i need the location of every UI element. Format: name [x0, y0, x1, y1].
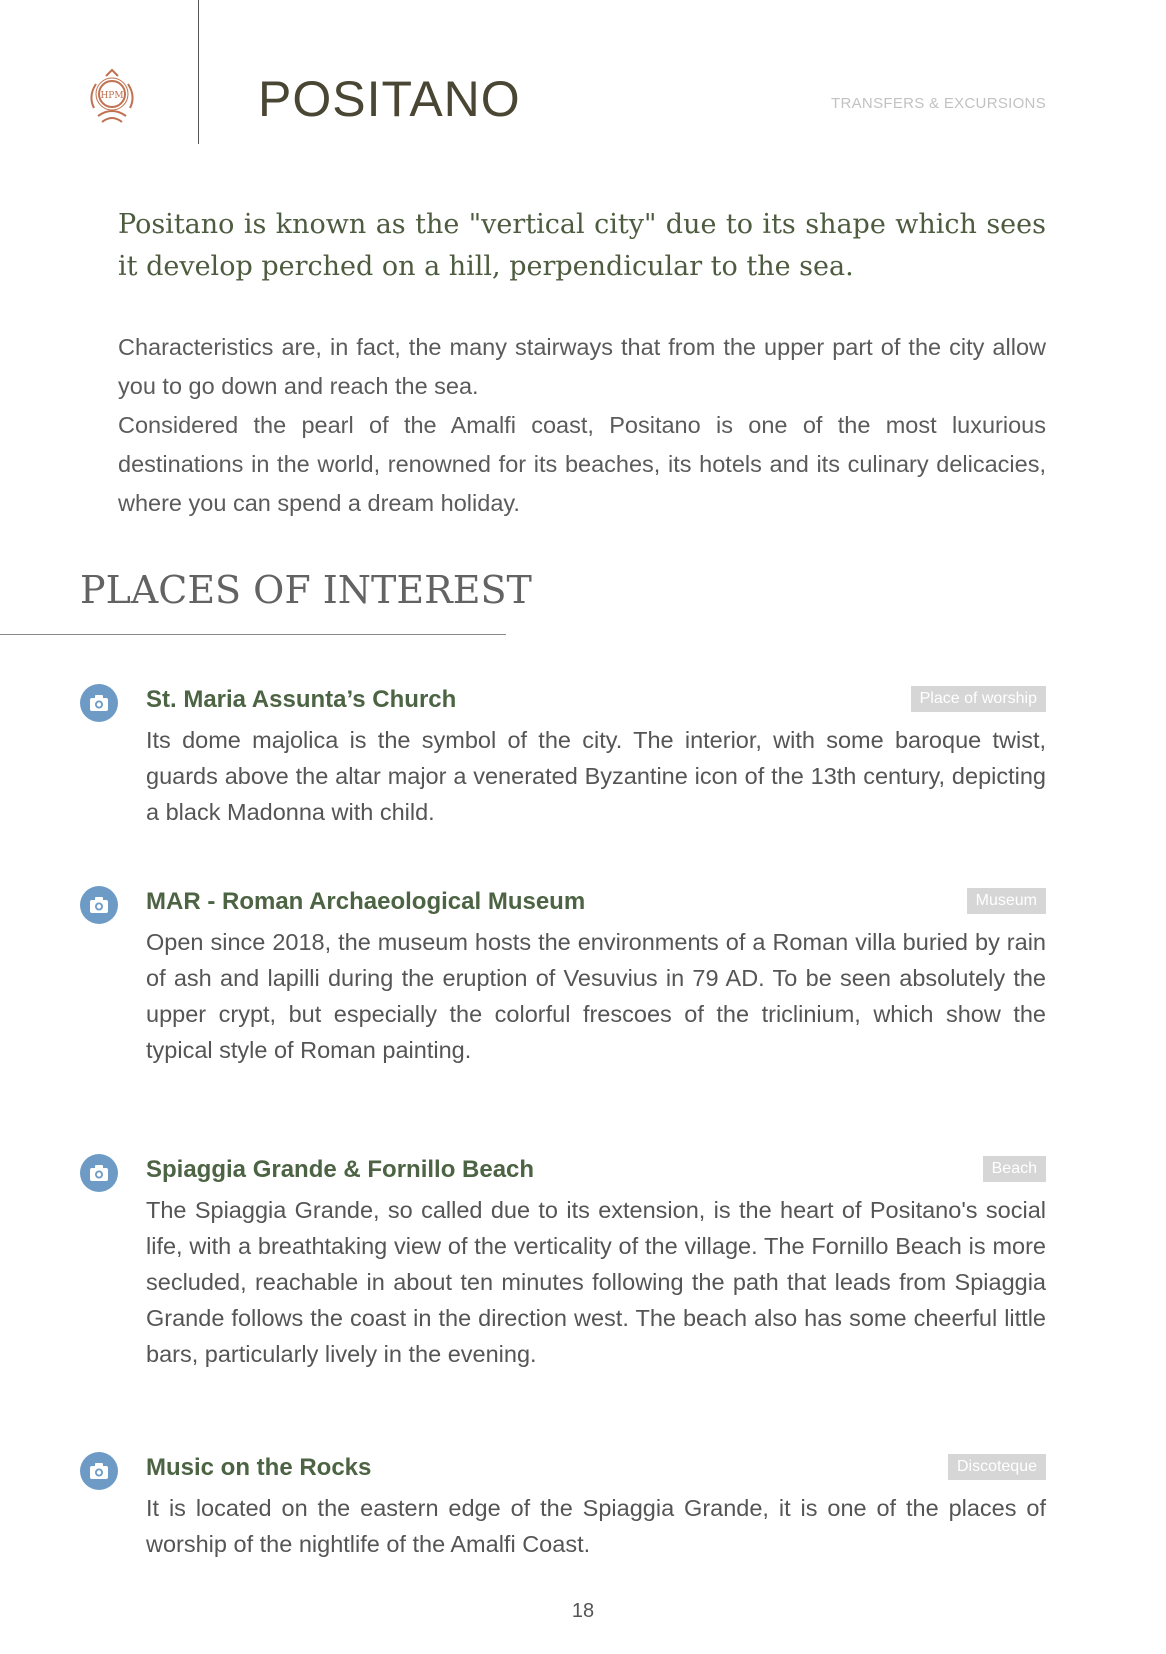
place-description: Its dome majolica is the symbol of the city. The interior, with some baroque twist, guards above the altar major a venerated Byzantine icon of the 13th century, depicting a black Madonna with child. [146, 727, 1046, 825]
page-number: 18 [571, 1600, 595, 1622]
category-badge: Museum [967, 888, 1046, 914]
camera-icon[interactable] [80, 886, 118, 924]
intro-text: Positano is known as the "vertical city" due to its shape which sees it develop perched on a hill, perpendicular to the sea. [118, 209, 1046, 282]
body-paragraph: Characteristics are, in fact, the many stairways that from the upper part of the city allow you to go down and reach the sea. [118, 334, 1046, 399]
page-title: POSITANO [258, 71, 521, 127]
header-divider [198, 0, 199, 144]
svg-text:HPM: HPM [100, 91, 124, 101]
place-name: St. Maria Assunta’s Church [146, 686, 457, 713]
body-text [118, 328, 1046, 523]
section-label: TRANSFERS & EXCURSIONS [831, 95, 1046, 112]
section-divider [0, 634, 506, 635]
place-name: MAR - Roman Archaeological Museum [146, 888, 586, 915]
place-description: The Spiaggia Grande, so called due to its extension, is the heart of Positano's social life, with a breathtaking view of the verticality of the village. The Fornillo Beach is more secluded, reachable in about ten minutes following the path that leads from Spiaggia Grande follows the coast in the direction west. The beach also has some cheerful little bars, particularly lively in the evening. [146, 1197, 1046, 1367]
body-paragraph: Considered the pearl of the Amalfi coast, Positano is one of the most luxurious destinations in the world, renowned for its beaches, its hotels and its culinary delicacies, where you can spend a dream holiday. [118, 412, 1046, 516]
camera-icon[interactable] [80, 684, 118, 722]
category-badge: Place of worship [911, 686, 1046, 712]
place-name: Music on the Rocks [146, 1454, 372, 1481]
category-badge: Beach [983, 1156, 1046, 1182]
place-description: Open since 2018, the museum hosts the environments of a Roman villa buried by rain of ash and lapilli during the eruption of Vesuvius in 79 AD. To be seen absolutely the upper crypt, but especially the colorful frescoes of the triclinium, which show the typical style of Roman painting. [146, 929, 1046, 1063]
category-badge: Discoteque [948, 1454, 1046, 1480]
place-name: Spiaggia Grande & Fornillo Beach [146, 1156, 535, 1183]
camera-icon[interactable] [80, 1154, 118, 1192]
camera-icon[interactable] [80, 1452, 118, 1490]
crest-logo-icon [80, 68, 144, 128]
places-title: PLACES OF INTEREST [80, 568, 532, 612]
place-description: It is located on the eastern edge of the Spiaggia Grande, it is one of the places of worship of the nightlife of the Amalfi Coast. [146, 1495, 1046, 1557]
